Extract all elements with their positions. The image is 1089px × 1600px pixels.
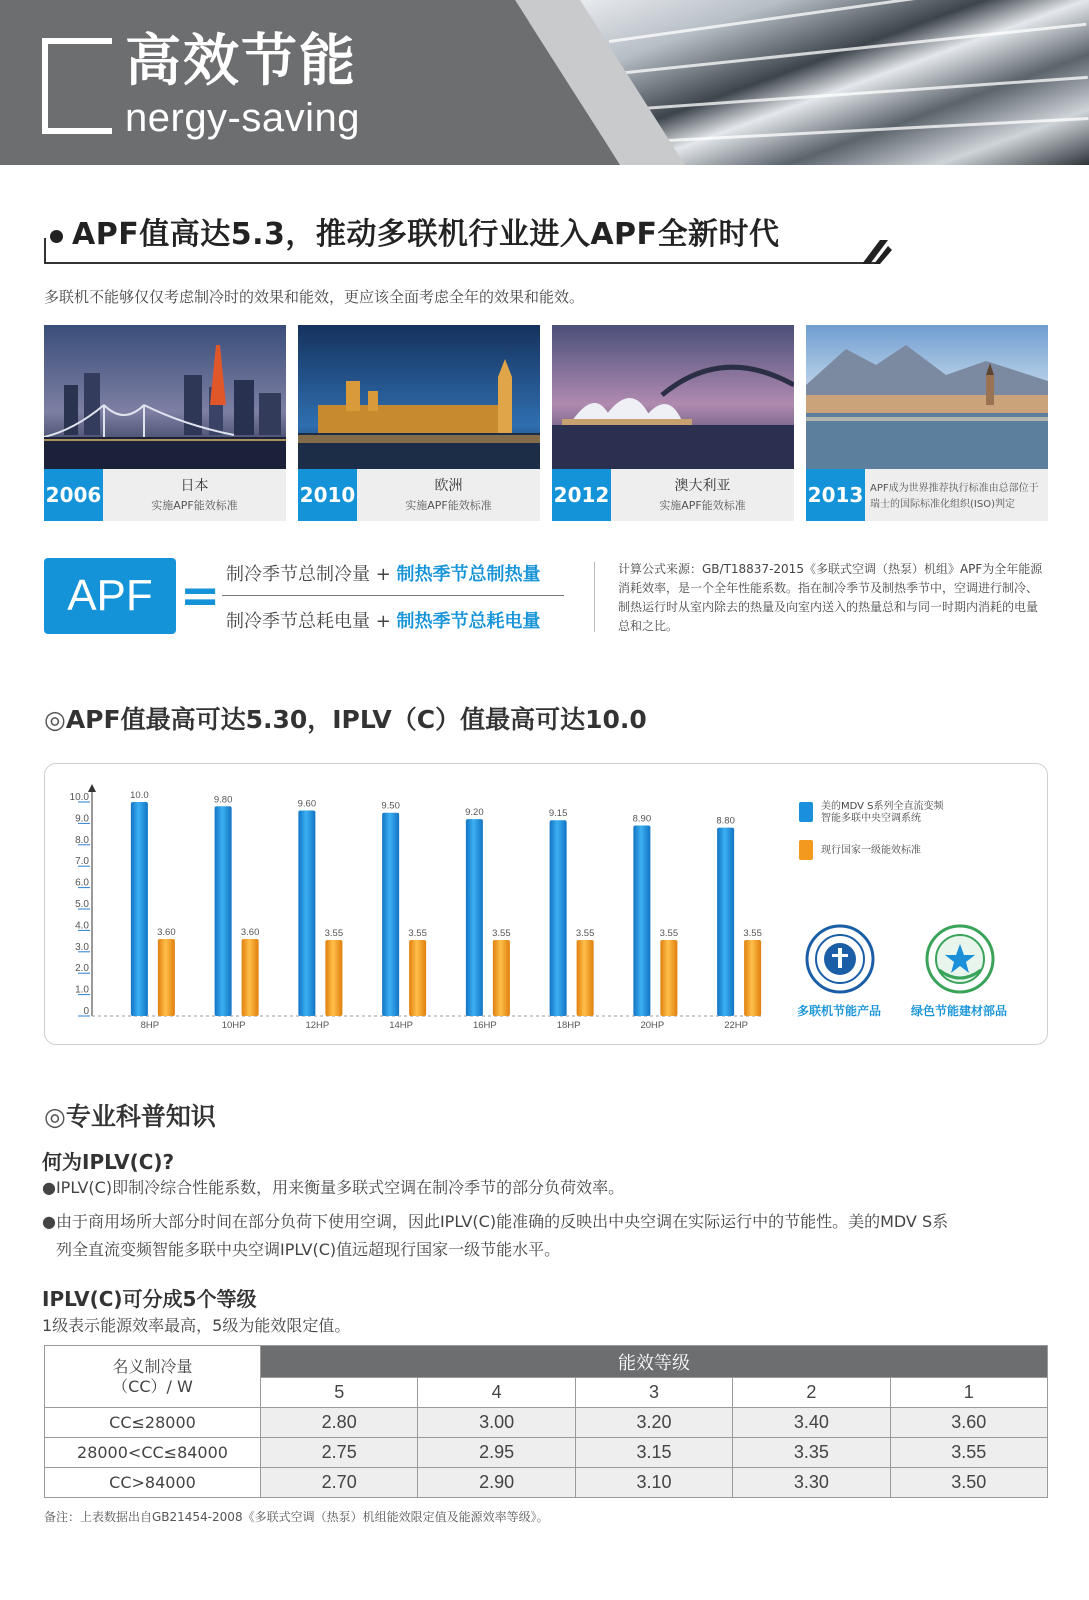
bar-value-label: 9.80 [213, 794, 233, 806]
bar-mdv [550, 820, 567, 1016]
grades-description: 1级表示能源效率最高，5级为能效限定值。 [42, 1316, 351, 1335]
x-tick-label: 10HP [221, 1020, 246, 1031]
formula-denominator [226, 607, 541, 633]
section-iplv-heading [44, 700, 647, 736]
vertical-divider [594, 562, 595, 632]
question-iplv: 何为IPLV(C)? [42, 1150, 175, 1174]
seal-caption: 绿色节能建材部品 [911, 1004, 1008, 1018]
equals-sign: = [180, 568, 221, 624]
level-cell: 3 [575, 1378, 732, 1408]
bar-value-label: 9.60 [297, 798, 317, 810]
bar-value-label: 10.0 [130, 790, 149, 801]
y-axis-arrow-icon [88, 784, 96, 792]
apf-label-box: APF [44, 558, 176, 634]
legend-swatch-orange [799, 840, 813, 860]
card-country: 日本 [180, 478, 209, 494]
bar-mdv [466, 819, 483, 1016]
value-cell: 2.90 [418, 1468, 575, 1498]
denominator-heating: 制热季节总耗电量 [396, 611, 541, 632]
big-e-letter-graphic [42, 38, 112, 134]
bar-mdv [633, 826, 650, 1016]
section-apf-intro: 多联机不能够仅仅考虑制冷时的效果和能效，更应该全面考虑全年的效果和能效。 [44, 288, 585, 306]
section-knowledge-heading [44, 1097, 216, 1133]
bar-mdv [382, 813, 399, 1016]
timeline-card-2013 [806, 325, 1048, 521]
bar-national [660, 940, 677, 1016]
legend-line: 现行国家一级能效标准 [821, 845, 921, 856]
bar-national [409, 940, 426, 1016]
header-banner [0, 0, 1089, 165]
y-tick-label: 9.0 [75, 813, 89, 825]
x-tick-label: 12HP [305, 1020, 330, 1031]
bar-national [325, 940, 342, 1016]
green-building-material-seal-icon [925, 924, 995, 994]
formula-numerator [226, 560, 541, 586]
y-tick-label: 0 [83, 1006, 89, 1017]
tokyo-night-photo [44, 325, 286, 469]
card-year: 2012 [552, 469, 611, 521]
value-cell: 2.70 [261, 1468, 418, 1498]
bar-value-label: 3.55 [575, 928, 595, 940]
table-row [45, 1408, 1048, 1438]
bar-value-label: 3.60 [157, 926, 176, 938]
y-tick-label: 6.0 [75, 877, 89, 889]
row-label: CC>84000 [45, 1468, 261, 1498]
x-tick-label: 16HP [472, 1020, 497, 1031]
capacity-unit: （CC）/ W [112, 1376, 193, 1396]
value-cell: 3.60 [890, 1408, 1047, 1438]
numerator-cooling: 制冷季节总制冷量 + [226, 564, 397, 585]
table-row [45, 1438, 1048, 1468]
y-tick-label: 4.0 [75, 920, 89, 932]
lucerne-lake-photo [806, 325, 1048, 469]
double-slash-icon [844, 220, 892, 264]
y-tick-label: 3.0 [75, 941, 89, 953]
numerator-heating: 制热季节总制热量 [396, 564, 541, 585]
row-label: CC≤28000 [45, 1408, 261, 1438]
denominator-cooling: 制冷季节总耗电量 + [226, 611, 397, 632]
bar-value-label: 3.55 [324, 928, 344, 940]
level-cell: 2 [733, 1378, 890, 1408]
section-apf-heading [44, 214, 894, 266]
table-header-capacity [45, 1346, 261, 1408]
value-cell: 3.15 [575, 1438, 732, 1468]
value-cell: 3.30 [733, 1468, 890, 1498]
value-cell: 3.40 [733, 1408, 890, 1438]
card-desc: APF成为世界推荐执行标准由总部位于瑞士的国际标准化组织(ISO)判定 [870, 483, 1039, 510]
bar-value-label: 9.15 [548, 808, 568, 820]
x-tick-label: 20HP [640, 1020, 665, 1031]
x-tick-label: 22HP [724, 1020, 749, 1031]
iplv-chart-panel [44, 763, 1048, 1045]
bar-value-label: 3.55 [492, 928, 511, 940]
bar-value-label: 9.20 [465, 807, 484, 819]
card-desc: 实施APF能效标准 [405, 499, 492, 512]
card-desc: 实施APF能效标准 [151, 499, 238, 512]
banner-subtitle: nergy-saving [125, 96, 361, 140]
energy-conservation-certification-seal-icon [805, 924, 875, 994]
card-country: 欧洲 [434, 478, 463, 494]
ring-bullet-icon: ◎ [44, 1102, 66, 1131]
bar-mdv [717, 828, 734, 1016]
level-cell: 1 [890, 1378, 1047, 1408]
section-knowledge-title: 专业科普知识 [65, 1102, 216, 1131]
card-year: 2013 [806, 469, 865, 521]
bar-value-label: 3.55 [408, 928, 427, 940]
sydney-opera-house-photo [552, 325, 794, 469]
y-tick-label: 7.0 [75, 856, 89, 868]
ring-bullet-icon: ◎ [44, 705, 66, 734]
value-cell: 3.20 [575, 1408, 732, 1438]
bar-value-label: 8.90 [632, 813, 652, 825]
y-tick-label: 2.0 [75, 963, 89, 975]
fraction-line [222, 595, 564, 596]
row-label: 28000<CC≤84000 [45, 1438, 261, 1468]
card-desc: 实施APF能效标准 [659, 499, 746, 512]
bar-value-label: 9.50 [381, 800, 400, 812]
bar-value-label: 3.55 [659, 928, 679, 940]
legend-line: 智能多联中央空调系统 [821, 813, 921, 824]
bar-value-label: 3.55 [743, 928, 762, 940]
table-header-grades: 能效等级 [261, 1346, 1048, 1378]
bar-mdv [298, 811, 315, 1016]
section-iplv-title: APF值最高可达5.30，IPLV（C）值最高可达10.0 [65, 705, 647, 734]
bar-national [158, 939, 175, 1016]
card-year: 2010 [298, 469, 357, 521]
card-country: 澳大利亚 [674, 478, 731, 494]
iplv-grade-table [44, 1345, 1048, 1498]
capacity-label: 名义制冷量 [112, 1356, 193, 1376]
explanation-line: 列全直流变频智能多联中央空调IPLV(C)值远超现行国家一级节能水平。 [56, 1240, 561, 1259]
explanation-line: ●由于商用场所大部分时间在部分负荷下使用空调，因此IPLV(C)能准确的反映出中央空调在实际运行中的节能性。美的MDV S系 [42, 1212, 949, 1231]
timeline-card-2006 [44, 325, 286, 521]
bar-national [493, 940, 510, 1016]
bar-national [577, 940, 594, 1016]
london-parliament-photo [298, 325, 540, 469]
timeline-card-2012 [552, 325, 794, 521]
iplv-explanation [42, 1208, 1052, 1264]
x-tick-label: 8HP [140, 1020, 160, 1031]
value-cell: 2.75 [261, 1438, 418, 1468]
value-cell: 3.10 [575, 1468, 732, 1498]
value-cell: 3.35 [733, 1438, 890, 1468]
x-tick-label: 14HP [389, 1020, 414, 1031]
legend-swatch-blue [799, 802, 813, 822]
seal-caption: 多联机节能产品 [797, 1004, 882, 1018]
bar-mdv [131, 802, 148, 1016]
value-cell: 2.95 [418, 1438, 575, 1468]
timeline-card-2010 [298, 325, 540, 521]
legend-item-mdv [821, 801, 944, 825]
value-cell: 2.80 [261, 1408, 418, 1438]
level-cell: 5 [261, 1378, 418, 1408]
bar-national [242, 939, 259, 1016]
table-row [45, 1468, 1048, 1498]
y-tick-label: 8.0 [75, 834, 89, 846]
table-footnote: 备注：上表数据出自GB21454-2008《多联式空调（热泵）机组能效限定值及能源效率等级》。 [44, 1510, 549, 1524]
formula-source-note: 计算公式来源：GB/T18837-2015《多联式空调（热泵）机组》APF为全年能源消耗效率，是一个全年性能系数。指在制冷季节及制热季节中，空调进行制冷、制热运行时从室内除去的热量及向室内送入的热量总和与同一时期内消耗的电量总和之比。 [618, 562, 1043, 633]
question-grades: IPLV(C)可分成5个等级 [42, 1287, 257, 1311]
bar-value-label: 8.80 [716, 815, 735, 827]
bar-national [744, 940, 761, 1016]
value-cell: 3.50 [890, 1468, 1047, 1498]
section-apf-title: APF值高达5.3，推动多联机行业进入APF全新时代 [72, 217, 780, 252]
card-year: 2006 [44, 469, 103, 521]
bullet-dot-icon [50, 230, 63, 243]
value-cell: 3.55 [890, 1438, 1047, 1468]
y-tick-label: 1.0 [75, 984, 89, 996]
legend-item-national [821, 845, 921, 857]
value-cell: 3.00 [418, 1408, 575, 1438]
y-tick-label: 10.0 [69, 792, 89, 803]
iplv-definition: ●IPLV(C)即制冷综合性能系数，用来衡量多联式空调在制冷季节的部分负荷效率。 [42, 1178, 625, 1197]
y-tick-label: 5.0 [75, 899, 89, 910]
level-cell: 4 [418, 1378, 575, 1408]
x-tick-label: 18HP [556, 1020, 581, 1031]
bar-mdv [215, 806, 232, 1016]
legend-line: 美的MDV S系列全直流变频 [821, 801, 944, 812]
bar-value-label: 3.60 [240, 926, 260, 938]
banner-title: 高效节能 [125, 29, 357, 94]
